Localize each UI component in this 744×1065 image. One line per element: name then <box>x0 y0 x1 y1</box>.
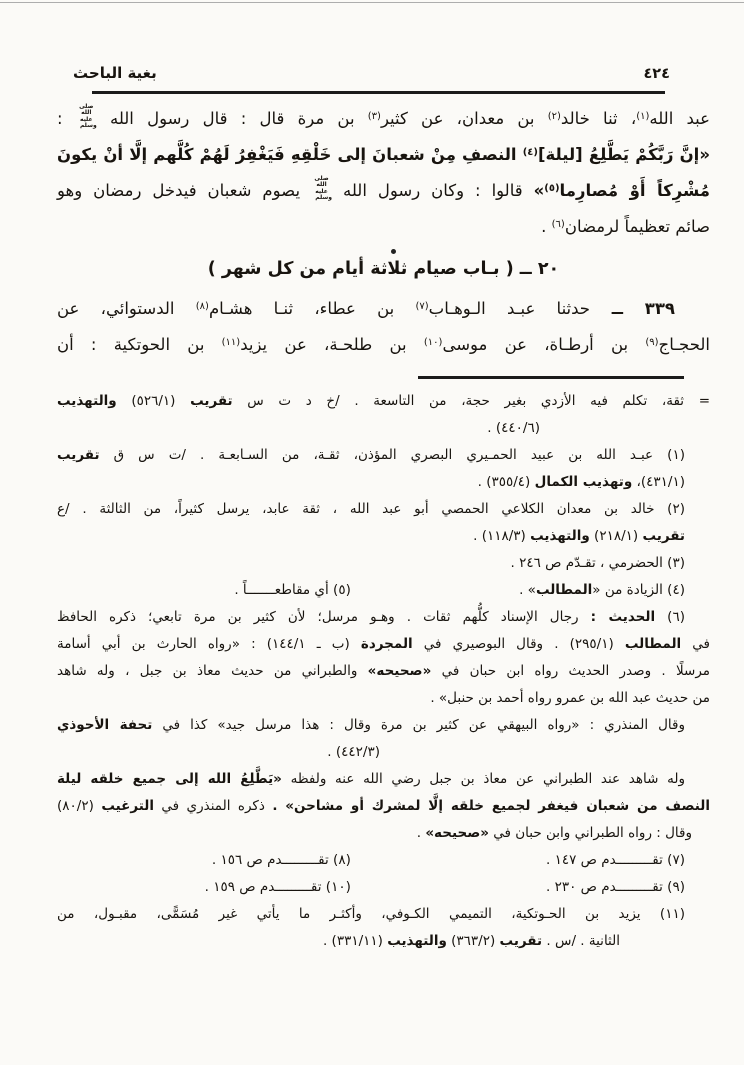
header-rule <box>92 91 665 94</box>
footnotes-top <box>57 388 710 577</box>
text-line: عبد الله$^{(١)}$، ثنا خالد$^{(٢)}$ بن معدان، عن كثير$^{(٣)}$ بن مرة قال : قال رسول الله صلى الله عليه وسلم : <box>57 103 710 129</box>
text-line: (٤٤٠/٦) . <box>487 420 540 436</box>
book-title: بغية الباحث <box>73 64 157 82</box>
text-line: مرسلًا . وصدر الحديث رواه ابن حبان في «صحيحه» والطبراني من حديث معاذ بن جبل ، وله شاهد <box>57 663 711 679</box>
footnote-separator <box>418 376 684 379</box>
chapter-heading: ٢٠ ــ ( بـاب صيام ثلاثة أيام من كل شهر ) <box>207 259 560 279</box>
scan-artifact-line <box>0 2 744 3</box>
main-text-block <box>57 101 710 363</box>
footnote-row-7-8 <box>57 847 710 874</box>
text-line: (٤٣١/١)، وتهذيب الكمال (٣٥٥/٤) . <box>477 474 685 490</box>
text-line: في المطالب (٢٩٥/١) . وقال البوصيري في المجردة (ب ـ ١٤٤/١) : «رواه الحارث بن أبي أسامة <box>57 636 710 652</box>
text-line: وقال : رواه الطبراني وابن حبان في «صحيحه» . <box>416 825 692 841</box>
page-header <box>57 0 710 82</box>
text-line: (١١) يزيد بن الحـوتكية، التميمي الكـوفي، وأكثـر ما يأتي غير مُسَمًّى، مقبـول، من <box>57 906 685 922</box>
footnote-right-cell: (٩) تقـــــــــدم ص ٢٣٠ . <box>546 879 685 895</box>
footnote-right-cell: (٤) الزيادة من «المطالب» . <box>519 582 685 598</box>
text-line: من حديث عبد الله بن عمرو رواه أحمد بن حنبل» . <box>430 690 710 706</box>
page-content <box>57 0 710 955</box>
footnote-11 <box>57 901 710 955</box>
footnote-left-cell: (٨) تقـــــــــدم ص ١٥٦ . <box>211 852 351 868</box>
text-line: = ثقة، تكلم فيه الأزدي بغير حجة، من التاسعة . /خ د ت س تقريب (٥٢٦/١) والتهذيب <box>57 393 711 409</box>
isnad-paragraph <box>57 291 710 363</box>
footnote-right-cell: (٧) تقـــــــــدم ص ١٤٧ . <box>546 852 685 868</box>
text-line: (٦) الحديث : رجال الإسناد كلُّهم ثقات . وهـو مرسل؛ لأن كثير بن مرة تابعي؛ ذكره الحافظ <box>57 609 685 625</box>
hadith-paragraph <box>57 101 710 245</box>
text-line: (١) عبـد الله بن عبيد الحمـيري البصري المؤذن، ثقـة، من السـابعـة . /ت س ق تقريب <box>57 447 685 463</box>
footnotes-block <box>57 388 710 955</box>
text-line: صائم تعظيماً لرمضان$^{(٦)}$ . <box>541 217 710 236</box>
text-line: وله شاهد عند الطبراني عن معاذ بن جبل رضي الله عنه ولفظه «يَطَّلِعُ الله إلى جميع خلقه ليلة <box>57 771 685 787</box>
footnote-left-cell: (١٠) تقـــــــــدم ص ١٥٩ . <box>204 879 351 895</box>
footnote-left-cell: (٥) أي مقاطعـــــــاً . <box>234 582 351 598</box>
footnote-6 <box>57 604 710 847</box>
text-line: النصف من شعبان فيغفر لجميع خلقه إلَّا لمشرك أو مشاحن» . ذكره المنذري في الترغيب (٨٠/٢) <box>57 798 711 814</box>
text-line: الحجـاج$^{(٩)}$ بن أرطـاة، عن موسى$^{(١٠)}$ بن طلحـة، عن يزيد$^{(١١)}$ بن الحوتكية : أن <box>57 335 710 354</box>
text-line: «إنَّ رَبَّكُمْ يَطَّلِعُ [ليلة]$^{(٤)}$ النصفِ مِنْ شعبانَ إلى خَلْقِهِ فَيَغْفِرُ لَهُمْ كُلَّهم إلَّا أنْ يكونَ <box>57 145 711 164</box>
text-line: وقال المنذري : «رواه البيهقي عن كثير بن مرة وقال : هذا مرسل جيد» كذا في تحفة الأحوذي <box>57 717 685 733</box>
text-line: ٣٣٩ ــ حدثنا عبـد الـوهـاب$^{(٧)}$ بن عطاء، ثنـا هشـام$^{(٨)}$ الدستوائي، عن <box>57 299 675 318</box>
footnote-row-4-5 <box>57 577 710 604</box>
text-line: (٤٤٢/٣) . <box>327 744 380 760</box>
end-of-hadith-dot <box>391 249 396 254</box>
text-line: مُشْرِكاً أَوْ مُصارِما$^{(٥)}$» قالوا : وكان رسول الله صلى الله عليه وسلم يصوم شعبان فيدخل رمضان وهو <box>57 175 711 201</box>
saw-ligature: صلى الله عليه وسلم <box>314 175 333 201</box>
text-line: الثانية . /س . تقريب (٣٦٣/٢) والتهذيب (٣٣١/١١) . <box>322 933 620 949</box>
saw-ligature: صلى الله عليه وسلم <box>79 103 97 129</box>
text-line: تقريب (٢١٨/١) والتهذيب (١١٨/٣) . <box>473 528 685 544</box>
page-number: ٤٢٤ <box>643 66 670 82</box>
text-line: (٢) خالد بن معدان الكلاعي الحمصي أبو عبد الله ، ثقة عابد، يرسل كثيراً، من الثالثة . /ع <box>57 501 685 517</box>
text-line: (٣) الحضرمي ، تقـدّم ص ٢٤٦ . <box>510 555 685 571</box>
footnote-row-9-10 <box>57 874 710 901</box>
